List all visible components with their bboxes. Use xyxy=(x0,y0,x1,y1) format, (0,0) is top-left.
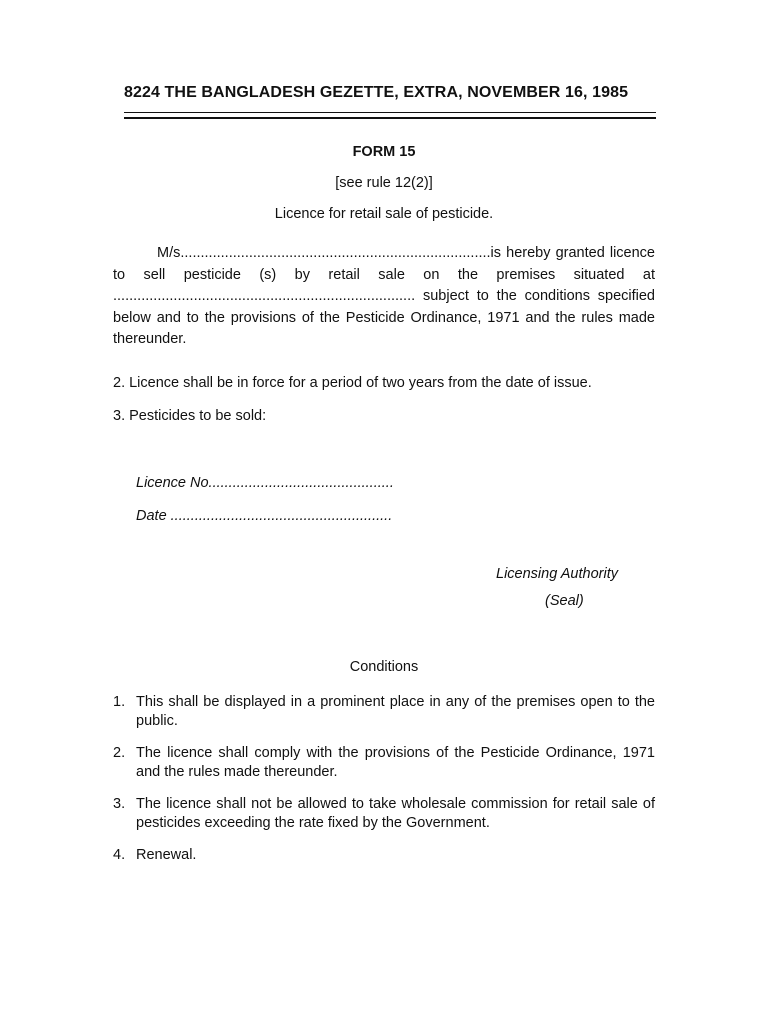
gazette-header: 8224 THE BANGLADESH GEZETTE, EXTRA, NOVEMBER 16, 1985 xyxy=(124,84,629,101)
condition-number: 4. xyxy=(113,847,126,863)
seal-label: (Seal) xyxy=(545,593,584,609)
clause-pesticides: 3. Pesticides to be sold: xyxy=(113,408,267,424)
condition-number: 2. xyxy=(113,745,126,761)
licensing-authority-label: Licensing Authority xyxy=(496,566,618,582)
header-rule-thin xyxy=(124,112,656,113)
condition-number: 3. xyxy=(113,796,126,812)
grant-paragraph-text: M/s.............................................................................is hereby granted licence to sell pesticide (s) by retail sale on the premises situated at ........................................................................... subject to the conditions specified below and to the provisions of the Pesticide Ordinance, 1971 and the rules made thereunder. xyxy=(113,245,655,347)
condition-text: The licence shall not be allowed to take wholesale commission for retail sale of pesticides exceeding the rate fixed by the Government. xyxy=(136,796,655,831)
header-rule-thick xyxy=(124,117,656,119)
date-field: Date ....................................................... xyxy=(136,508,393,524)
clause-validity: 2. Licence shall be in force for a period of two years from the date of issue. xyxy=(113,375,592,391)
condition-number: 1. xyxy=(113,694,126,710)
condition-text: Renewal. xyxy=(136,847,197,863)
condition-text: The licence shall comply with the provisions of the Pesticide Ordinance, 1971 and the rules made thereunder. xyxy=(136,745,655,780)
licence-number-field: Licence No.............................................. xyxy=(136,475,394,491)
grant-paragraph xyxy=(113,243,655,351)
condition-text: This shall be displayed in a prominent place in any of the premises open to the public. xyxy=(136,694,655,729)
form-rule-reference: [see rule 12(2)] xyxy=(335,175,433,191)
form-subject: Licence for retail sale of pesticide. xyxy=(274,206,494,222)
condition-item xyxy=(113,744,655,782)
conditions-heading: Conditions xyxy=(349,659,419,675)
condition-item xyxy=(113,795,655,833)
condition-item xyxy=(113,846,655,865)
condition-item xyxy=(113,693,655,731)
form-title: FORM 15 xyxy=(352,144,416,160)
